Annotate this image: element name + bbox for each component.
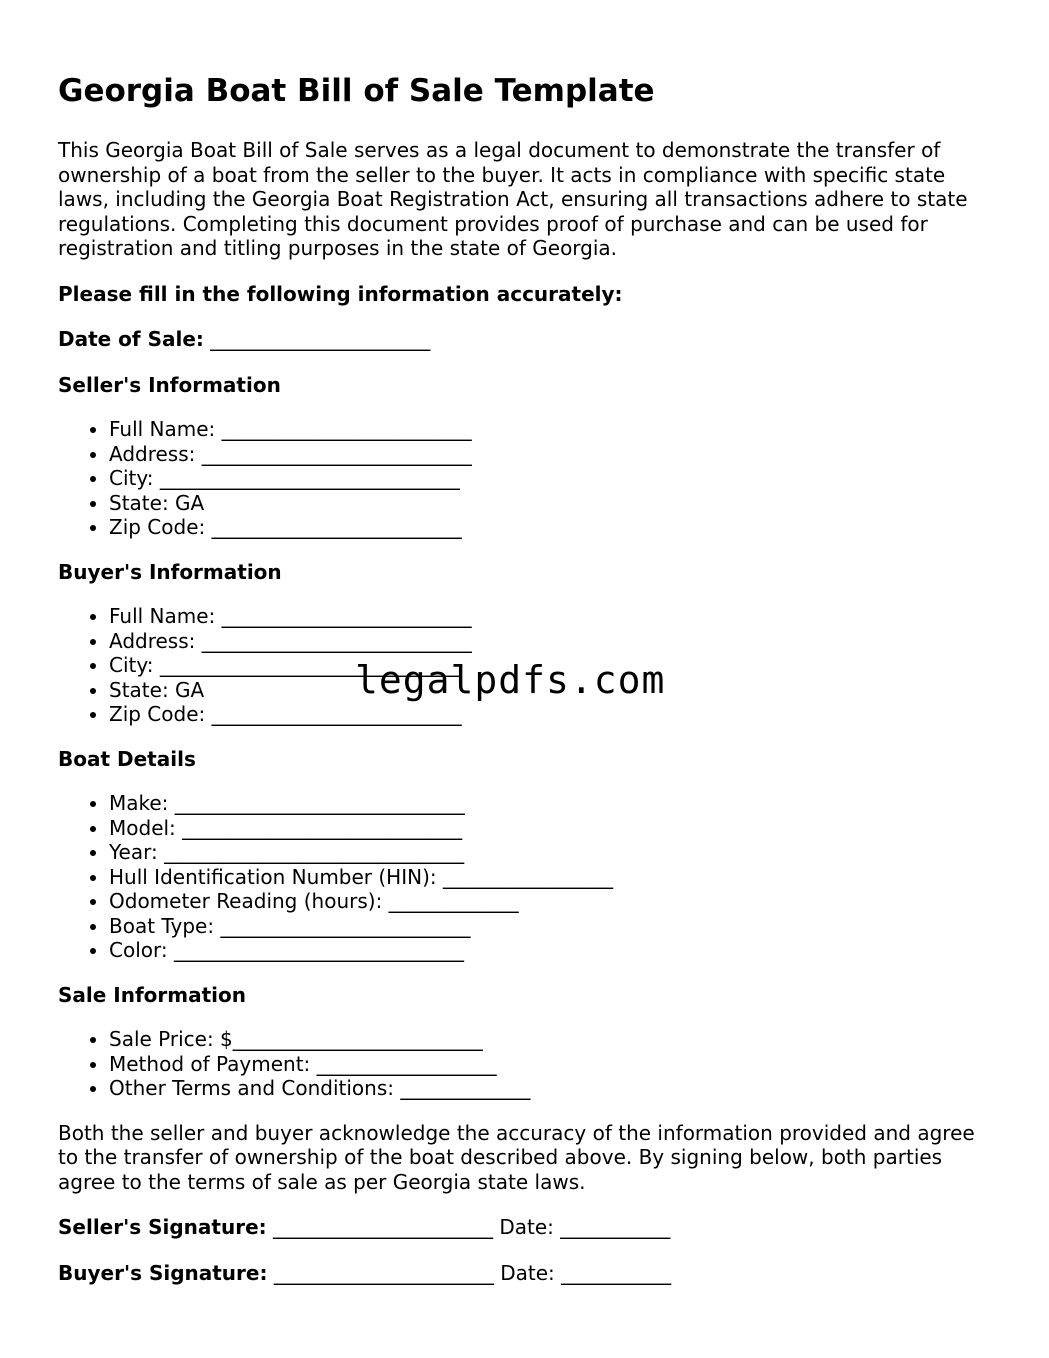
date-of-sale-line	[58, 327, 998, 352]
seller-signature-line	[58, 1215, 998, 1240]
boat-heading: Boat Details	[58, 746, 196, 771]
list-item: • Make: _____________________________	[109, 791, 998, 816]
instruction-text: Please fill in the following information accurately:	[58, 281, 623, 306]
list-item: • Boat Type: _________________________	[109, 914, 998, 939]
buyer-date-label: Date:	[500, 1260, 555, 1285]
sale-list	[58, 1027, 998, 1101]
list-item: • City: ______________________________	[109, 466, 998, 491]
list-item: • Zip Code: _________________________	[109, 702, 998, 727]
list-item: • Color: _____________________________	[109, 938, 998, 963]
seller-heading: Seller's Information	[58, 372, 281, 397]
list-item: • State: GA	[109, 678, 998, 703]
date-of-sale-blank: ______________________	[210, 327, 431, 351]
buyer-signature-label: Buyer's Signature:	[58, 1260, 268, 1285]
buyer-signature-line	[58, 1261, 998, 1286]
document-title: Georgia Boat Bill of Sale Template	[58, 73, 655, 109]
list-item: • City: ______________________________	[109, 653, 998, 678]
seller-list	[58, 417, 998, 540]
seller-date-blank: ___________	[560, 1215, 671, 1239]
list-item: • Hull Identification Number (HIN): _________________	[109, 865, 998, 890]
buyer-heading: Buyer's Information	[58, 559, 282, 584]
buyer-signature-blank: ______________________	[273, 1260, 494, 1285]
boat-list	[58, 791, 998, 963]
list-item: • Method of Payment: __________________	[109, 1052, 998, 1077]
seller-signature-label: Seller's Signature:	[58, 1215, 267, 1239]
seller-signature-blank: ______________________	[273, 1215, 493, 1239]
intro-paragraph: This Georgia Boat Bill of Sale serves as a legal document to demonstrate the transfer of ownership of a boat from the seller to the buyer. It acts in compliance with specific state laws, including the Georgia Boat Registration Act, ensuring all transactions adhere to state regulations. Completing this document provides proof of purchase and can be used for registration and titling purposes in the state of Georgia.	[58, 138, 968, 260]
list-item: • State: GA	[109, 491, 998, 516]
buyer-date-blank: ___________	[561, 1260, 672, 1285]
list-item: • Other Terms and Conditions: _____________	[109, 1076, 998, 1101]
closing-paragraph: Both the seller and buyer acknowledge the accuracy of the information provided and agree to the transfer of ownership of the boat described above. By signing below, both parties agree to the terms of sale as per Georgia state laws.	[58, 1120, 975, 1194]
list-item: • Sale Price: $_________________________	[109, 1027, 998, 1052]
seller-date-label: Date:	[499, 1215, 554, 1239]
list-item: • Full Name: _________________________	[109, 604, 998, 629]
list-item: • Address: ___________________________	[109, 629, 998, 654]
list-item: • Year: ______________________________	[109, 840, 998, 865]
watermark-text: legalpdfs.com	[355, 658, 666, 702]
sale-heading: Sale Information	[58, 982, 246, 1007]
list-item: • Odometer Reading (hours): _____________	[109, 889, 998, 914]
date-of-sale-label: Date of Sale:	[58, 327, 204, 351]
list-item: • Address: ___________________________	[109, 442, 998, 467]
list-item: • Zip Code: _________________________	[109, 515, 998, 540]
list-item: • Model: ____________________________	[109, 816, 998, 841]
list-item: • Full Name: _________________________	[109, 417, 998, 442]
